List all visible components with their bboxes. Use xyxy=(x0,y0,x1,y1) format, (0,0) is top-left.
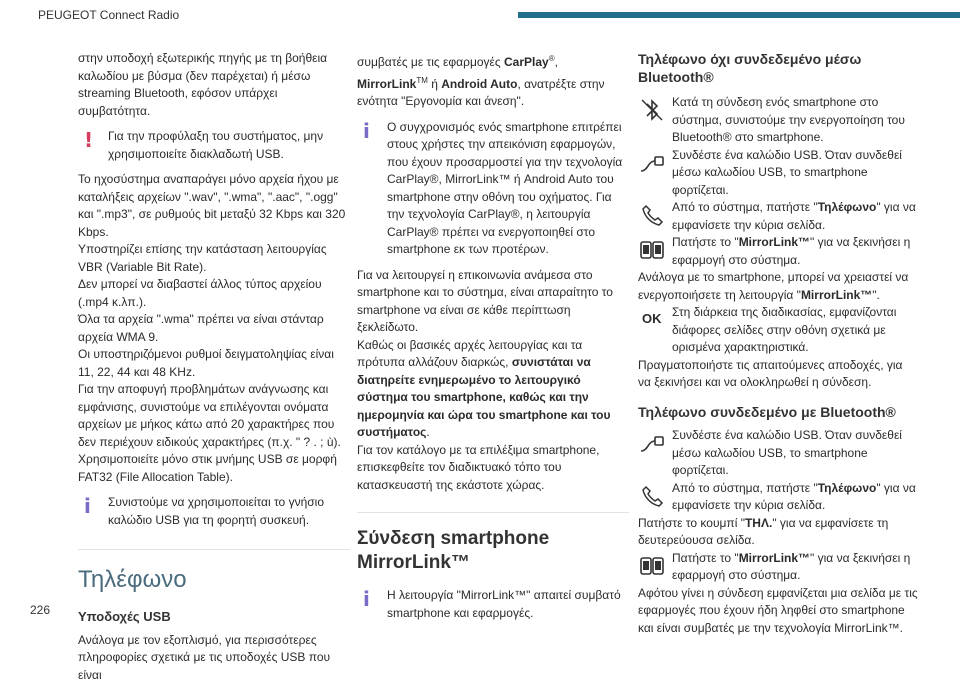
paragraph: Ανάλογα με τον εξοπλισμό, για περισσότερες πληροφορίες σχετικά με τις υποδοχές USB που είναι xyxy=(78,632,350,684)
step-row xyxy=(638,480,918,515)
paragraph: Αφότου γίνει η σύνδεση εμφανίζεται μια σελίδα με τις εφαρμογές που έχουν ήδη ληφθεί στο smartphone και είναι συμβατές με την τεχνολογία MirrorLink™. xyxy=(638,585,918,638)
usb-cable-icon xyxy=(638,149,666,177)
paragraph: Υποστηρίζει επίσης την κατάσταση λειτουργίας VBR (Variable Bit Rate). xyxy=(78,241,350,276)
info-icon: i xyxy=(363,121,370,141)
info-icon: i xyxy=(84,496,91,516)
step-text: Συνδέστε ένα καλώδιο USB. Όταν συνδεθεί μέσω καλωδίου USB, το smartphone φορτίζεται. xyxy=(638,427,918,480)
section-title-mirrorlink: Σύνδεση smartphone MirrorLink™ xyxy=(357,512,629,575)
step-row xyxy=(638,427,918,480)
info-text: Η λειτουργία "MirrorLink™" απαιτεί συμβατό smartphone και εφαρμογές. xyxy=(387,587,629,622)
step-text xyxy=(638,234,918,269)
step-row xyxy=(638,147,918,200)
bold-text: MirrorLink™ xyxy=(739,235,810,249)
text: Από το σύστημα, πατήστε " xyxy=(672,200,818,214)
text: . xyxy=(426,425,429,439)
text: Καθώς οι βασικές αρχές λειτουργίας και τα πρότυπα αλλάζουν διαρκώς, xyxy=(357,338,582,370)
bold-text: ΤΗΛ. xyxy=(745,516,772,530)
info-icon: i xyxy=(363,589,370,609)
text: " για να εμφανίσετε τη δευτερεύουσα σελίδα. xyxy=(638,516,888,548)
paragraph: Πραγματοποιήστε τις απαιτούμενες αποδοχές, για να ξεκινήσει και να ολοκληρωθεί η σύνδεση. xyxy=(638,357,918,392)
header-bar xyxy=(518,12,960,18)
info-callout xyxy=(78,494,350,529)
text: , ανατρέξτε στην ενότητα "Εργονομία και άνεση". xyxy=(357,77,605,109)
step-text: Κατά τη σύνδεση ενός smartphone στο σύστημα, συνιστούμε την ενεργοποίηση του Bluetooth® στο smartphone. xyxy=(638,94,918,147)
text: ή xyxy=(428,77,441,91)
paragraph: Χρησιμοποιείτε μόνο στικ μνήμης USB σε μορφή FAT32 (File Allocation Table). xyxy=(78,451,350,486)
heading-connected: Τηλέφωνο συνδεδεμένο με Bluetooth® xyxy=(638,404,918,422)
bold-text: MirrorLink™ xyxy=(739,551,810,565)
step-row xyxy=(638,199,918,234)
paragraph: Οι υποστηριζόμενοι ρυθμοί δειγματοληψίας είναι 11, 22, 44 και 48 KHz. xyxy=(78,346,350,381)
step-text xyxy=(638,199,918,234)
column-1 xyxy=(78,50,350,684)
column-2 xyxy=(357,50,629,630)
step-row xyxy=(638,234,918,269)
info-text xyxy=(357,337,629,442)
text: Από το σύστημα, πατήστε " xyxy=(672,481,818,495)
paragraph: συμβατές με τις εφαρμογές CarPlay®, MirrorLink™ ή Android Auto, ανατρέξτε στην ενότητα "Εργονομία και άνεση". xyxy=(357,50,629,111)
step-row xyxy=(638,304,918,357)
text: ". xyxy=(872,288,880,302)
paragraph: Για την αποφυγή προβλημάτων ανάγνωσης και εμφάνισης, συνιστούμε να επιλέγονται ονόματα αρχείων με μήκος κάτω από 20 χαρακτήρες που δεν περιέχουν ειδικούς χαρακτήρες (π.χ. " ? . ; ù). xyxy=(78,381,350,451)
paragraph: στην υποδοχή εξωτερικής πηγής με τη βοήθεια καλωδίου με βύσμα (δεν παρέχεται) ή μέσω streaming Bluetooth, εφόσον υπάρχει συμβατότητα. xyxy=(78,50,350,120)
paragraph: Το ηχοσύστημα αναπαράγει μόνο αρχεία ήχου με καταλήξεις αρχείων ".wav", ".wma", ".aac", ".ogg" και ".mp3", σε ρυθμούς bit μεταξύ 32 Kbps και 320 Kbps. xyxy=(78,171,350,241)
mirrorlink-icon xyxy=(638,552,666,580)
page-number: 226 xyxy=(30,603,50,617)
text: " για να ξεκινήσει η εφαρμογή στο σύστημα. xyxy=(672,551,910,583)
mirrorlink-icon xyxy=(638,236,666,264)
paragraph: Όλα τα αρχεία ".wma" πρέπει να είναι στάνταρ αρχεία WMA 9. xyxy=(78,311,350,346)
bold-text: MirrorLink™ xyxy=(801,288,872,302)
info-text: Για τον κατάλογο με τα επιλέξιμα smartphone, επισκεφθείτε τον διαδικτυακό τόπο του κατασκευαστή της εκάστοτε χώρας. xyxy=(357,442,629,495)
ok-icon: OK xyxy=(642,310,662,328)
bold-text: Τηλέφωνο xyxy=(818,481,877,495)
android-auto-text: Android Auto xyxy=(441,77,517,91)
warning-text: Για την προφύλαξη του συστήματος, μην χρησιμοποιείτε διακλαδωτή USB. xyxy=(108,128,350,163)
text: Πατήστε το " xyxy=(672,235,739,249)
text: Ανάλογα με το smartphone, μπορεί να χρειαστεί να ενεργοποιήσετε τη λειτουργία " xyxy=(638,270,908,302)
phone-handset-icon xyxy=(638,201,666,229)
step-text: Συνδέστε ένα καλώδιο USB. Όταν συνδεθεί μέσω καλωδίου USB, το smartphone φορτίζεται. xyxy=(638,147,918,200)
step-row xyxy=(638,94,918,147)
paragraph xyxy=(638,269,918,304)
bold-text: Τηλέφωνο xyxy=(818,200,877,214)
carplay-text: CarPlay xyxy=(504,55,549,69)
text: Πατήστε το " xyxy=(672,551,739,565)
bluetooth-crossed-icon xyxy=(638,96,666,124)
warning-icon: ! xyxy=(84,130,93,150)
step-text xyxy=(638,480,918,515)
phone-handset-icon xyxy=(638,482,666,510)
bold-text: συνιστάται να διατηρείτε ενημερωμένο το λειτουργικό σύστημα του smartphone, καθώς και την ημερομηνία και ώρα του smartphone και του συστήματος xyxy=(357,355,610,439)
text: , xyxy=(555,55,558,69)
usb-cable-icon xyxy=(638,429,666,457)
text: " για να εμφανίσετε την κύρια σελίδα. xyxy=(672,481,916,513)
subheading-usb: Υποδοχές USB xyxy=(78,608,350,626)
text: " για να εμφανίσετε την κύρια σελίδα. xyxy=(672,200,916,232)
step-row xyxy=(638,550,918,585)
paragraph xyxy=(638,515,918,550)
step-text: Στη διάρκεια της διαδικασίας, εμφανίζονται διάφορες σελίδες στην οθόνη σχετικά με ορισμένα χαρακτηριστικά. xyxy=(638,304,918,357)
mirrorlink-text: MirrorLink xyxy=(357,77,416,91)
column-3 xyxy=(638,50,918,637)
text: συμβατές με τις εφαρμογές xyxy=(357,55,504,69)
info-text: Ο συγχρονισμός ενός smartphone επιτρέπει στους χρήστες την απεικόνιση εφαρμογών, που έχουν προσαρμοστεί για την τεχνολογία CarPlay®, MirrorLink™ ή Android Auto του smartphone στην οθόνη του οχήματος. Για την τεχνολογία CarPlay®, η λειτουργία CarPlay® πρέπει να ενεργοποιηθεί στο smartphone εκ των προτέρων. xyxy=(387,119,629,259)
info-callout xyxy=(357,119,629,259)
info-text: Συνιστούμε να χρησιμοποιείται το γνήσιο καλώδιο USB για τη φορητή συσκευή. xyxy=(108,494,350,529)
text: Πατήστε το κουμπί " xyxy=(638,516,745,530)
warning-callout xyxy=(78,128,350,163)
info-text: Για να λειτουργεί η επικοινωνία ανάμεσα στο smartphone και το σύστημα, είναι απαραίτητο το smartphone να είναι σε κάθε περίπτωση ξεκλείδωτο. xyxy=(357,267,629,337)
section-title-phone: Τηλέφωνο xyxy=(78,549,350,594)
heading-not-connected: Τηλέφωνο όχι συνδεδεμένο μέσω Bluetooth® xyxy=(638,50,918,86)
paragraph: Δεν μπορεί να διαβαστεί άλλος τύπος αρχείου (.mp4 κ.λπ.). xyxy=(78,276,350,311)
step-text xyxy=(638,550,918,585)
header-title: PEUGEOT Connect Radio xyxy=(38,8,179,22)
text: " για να ξεκινήσει η εφαρμογή στο σύστημα. xyxy=(672,235,910,267)
info-callout xyxy=(357,587,629,622)
